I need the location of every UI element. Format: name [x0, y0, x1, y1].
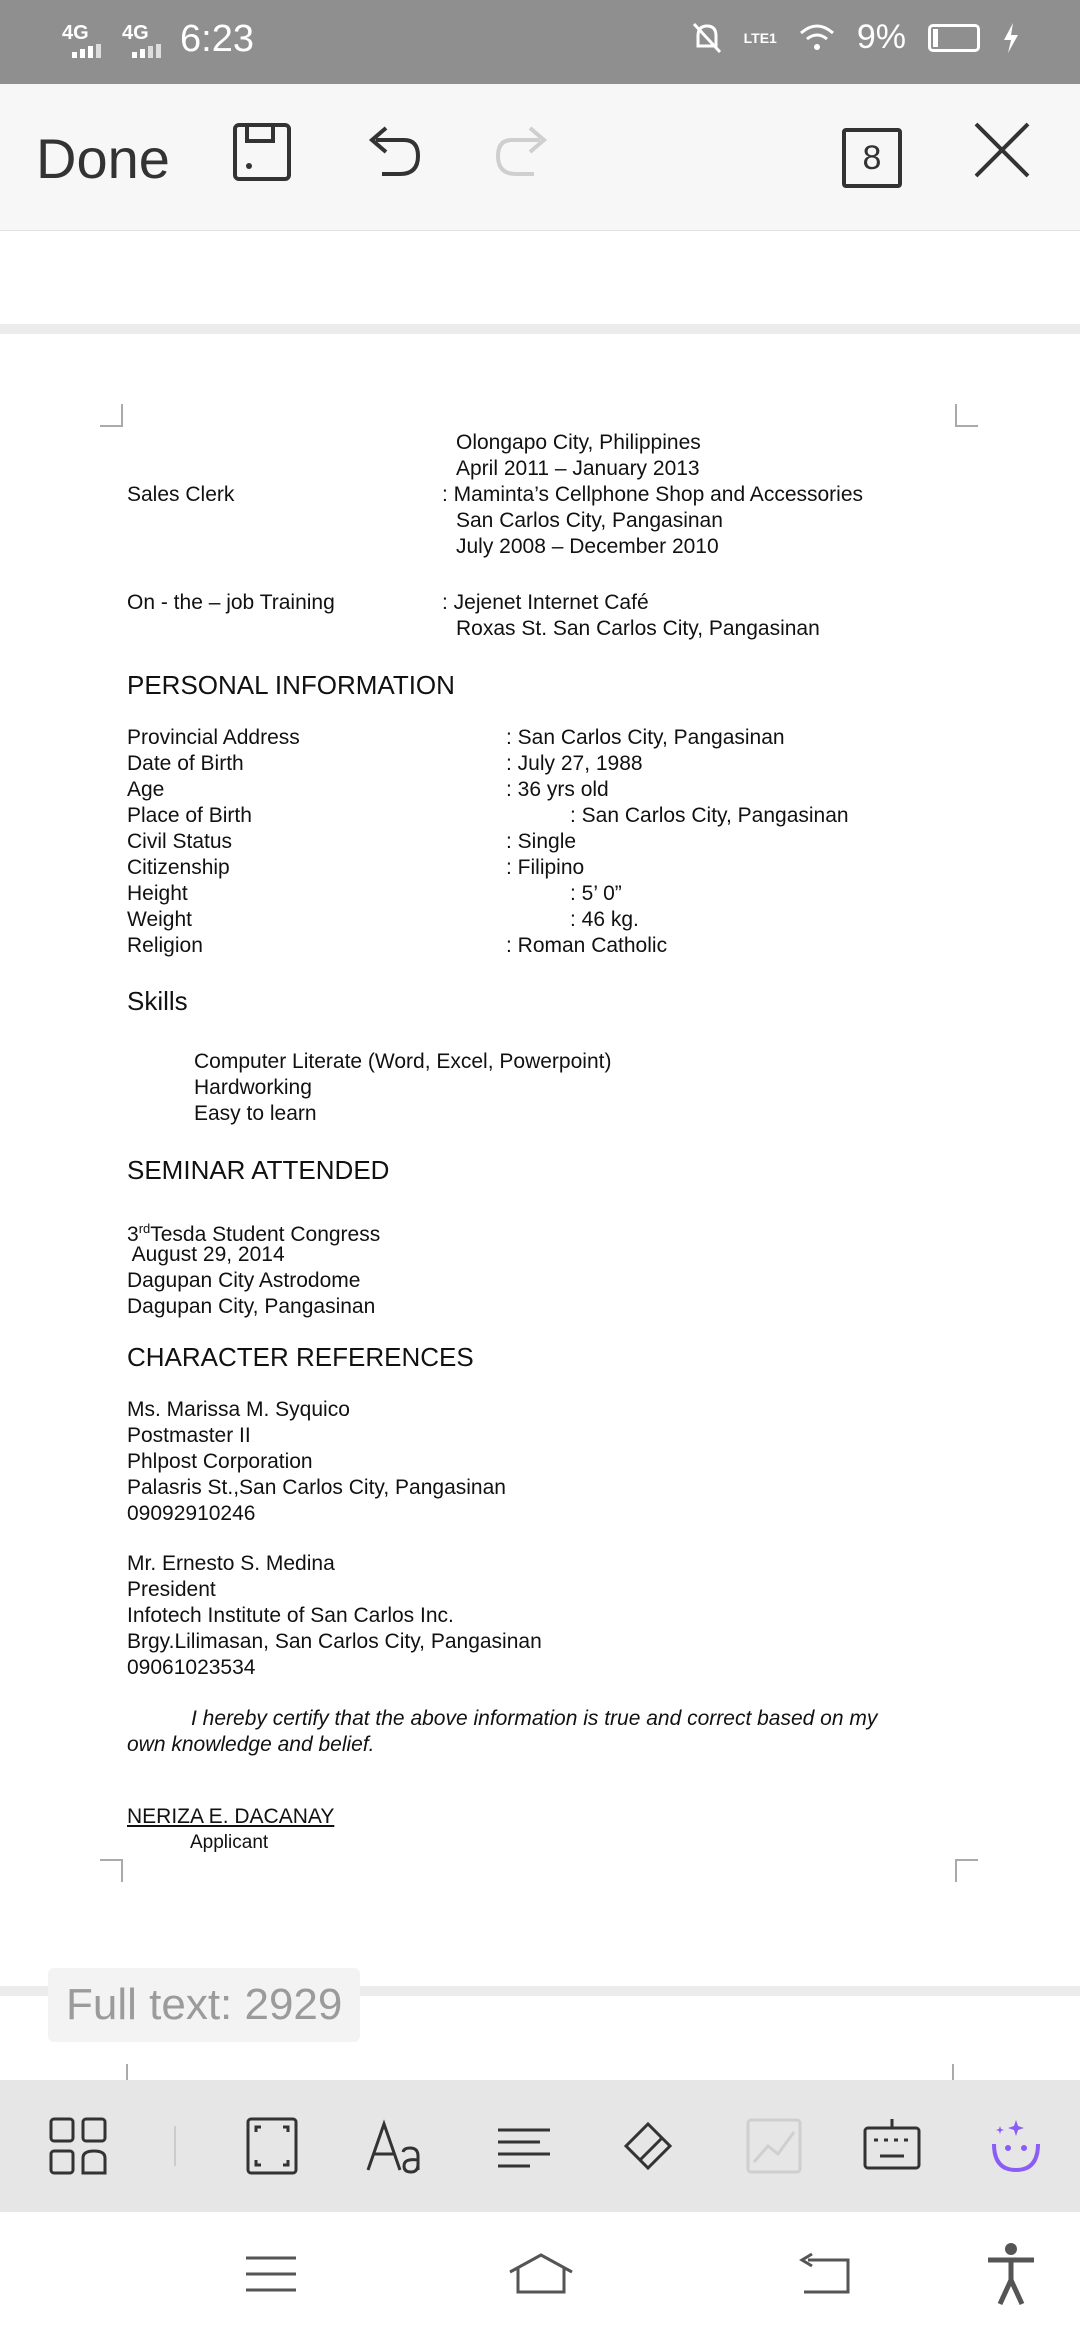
certification-text: own knowledge and belief. — [127, 1733, 375, 1756]
reference-phone: 09061023534 — [127, 1656, 256, 1679]
job-label: Sales Clerk — [127, 483, 235, 506]
page-frame-icon[interactable] — [242, 2116, 302, 2176]
applicant-label: Applicant — [190, 1832, 269, 1853]
seminar-date: August 29, 2014 — [127, 1243, 285, 1266]
reference-line: Phlpost Corporation — [127, 1450, 313, 1473]
info-value: : 5’ 0” — [570, 882, 622, 905]
section-heading: Skills — [127, 986, 188, 1016]
menu-icon[interactable] — [244, 2252, 298, 2296]
info-label: Provincial Address — [127, 726, 300, 749]
reference-name: Mr. Ernesto S. Medina — [127, 1552, 335, 1575]
certification-text: I hereby certify that the above information is true and correct based on my — [191, 1707, 878, 1730]
full-text-badge: Full text: 2929 — [48, 1968, 360, 2042]
seminar-title: 3rdTesda Student Congress — [127, 1221, 381, 1246]
back-icon[interactable] — [796, 2252, 852, 2296]
info-label: Weight — [127, 908, 192, 931]
reference-line: Brgy.Lilimasan, San Carlos City, Pangasinan — [127, 1630, 542, 1653]
info-value: : July 27, 1988 — [506, 752, 643, 775]
signal-4g-1: 4G — [62, 22, 89, 44]
job-location: San Carlos City, Pangasinan — [456, 509, 723, 532]
seminar-venue: Dagupan City Astrodome — [127, 1269, 361, 1292]
job-dates: July 2008 – December 2010 — [456, 535, 719, 558]
info-label: Citizenship — [127, 856, 230, 879]
layout-grid-icon[interactable] — [48, 2116, 108, 2176]
reference-name: Ms. Marissa M. Syquico — [127, 1398, 350, 1421]
reference-phone: 09092910246 — [127, 1502, 256, 1525]
info-label: Height — [127, 882, 188, 905]
signal-4g-2: 4G — [122, 22, 149, 44]
job-company: : Maminta’s Cellphone Shop and Accessories — [442, 483, 864, 506]
accessibility-icon[interactable] — [986, 2242, 1036, 2306]
job-label: On - the – job Training — [127, 591, 335, 614]
info-value: : Roman Catholic — [506, 934, 668, 957]
job-location: Roxas St. San Carlos City, Pangasinan — [456, 617, 820, 640]
eraser-icon[interactable] — [618, 2116, 678, 2176]
section-heading: PERSONAL INFORMATION — [127, 670, 455, 700]
skill-item: Computer Literate (Word, Excel, Powerpoint) — [194, 1050, 612, 1073]
info-value: : Single — [506, 830, 577, 853]
info-value: : San Carlos City, Pangasinan — [506, 726, 785, 749]
next-page-marker — [126, 2064, 128, 2080]
info-label: Religion — [127, 934, 203, 957]
next-page-marker — [952, 2064, 954, 2080]
page-count-button[interactable]: 8 — [842, 128, 902, 188]
reference-line: President — [127, 1578, 216, 1601]
info-label: Date of Birth — [127, 752, 244, 775]
info-label: Place of Birth — [127, 804, 252, 827]
chart-icon — [744, 2116, 804, 2176]
done-button[interactable]: Done — [36, 127, 170, 190]
reference-line: Postmaster II — [127, 1424, 251, 1447]
info-value: : 46 kg. — [570, 908, 639, 931]
skill-item: Easy to learn — [194, 1102, 317, 1125]
info-value: : Filipino — [506, 856, 585, 879]
info-label: Civil Status — [127, 830, 233, 853]
clock: 6:23 — [180, 18, 254, 60]
info-value: : San Carlos City, Pangasinan — [570, 804, 849, 827]
info-label: Age — [127, 778, 165, 801]
format-toolbar — [0, 2080, 1080, 2212]
section-heading: SEMINAR ATTENDED — [127, 1155, 390, 1185]
system-nav-bar — [0, 2212, 1080, 2340]
reference-line: Palasris St.,San Carlos City, Pangasinan — [127, 1476, 506, 1499]
info-value: : 36 yrs old — [506, 778, 609, 801]
paragraph-align-icon[interactable] — [494, 2116, 554, 2176]
reference-line: Infotech Institute of San Carlos Inc. — [127, 1604, 454, 1627]
applicant-name: NERIZA E. DACANAY — [127, 1805, 335, 1828]
volte-label: LTE1 — [743, 29, 777, 46]
seminar-city: Dagupan City, Pangasinan — [127, 1295, 376, 1318]
ai-assistant-icon[interactable] — [986, 2116, 1046, 2176]
doc-line: April 2011 – January 2013 — [456, 457, 700, 480]
skill-item: Hardworking — [194, 1076, 312, 1099]
job-company: : Jejenet Internet Café — [442, 591, 649, 614]
doc-line: Olongapo City, Philippines — [456, 431, 701, 454]
keyboard-icon[interactable] — [862, 2116, 922, 2176]
toolbar-divider — [174, 2126, 176, 2166]
battery-percent: 9% — [856, 18, 906, 56]
font-icon[interactable] — [366, 2116, 426, 2176]
home-icon[interactable] — [506, 2252, 576, 2296]
section-heading: CHARACTER REFERENCES — [127, 1342, 474, 1372]
